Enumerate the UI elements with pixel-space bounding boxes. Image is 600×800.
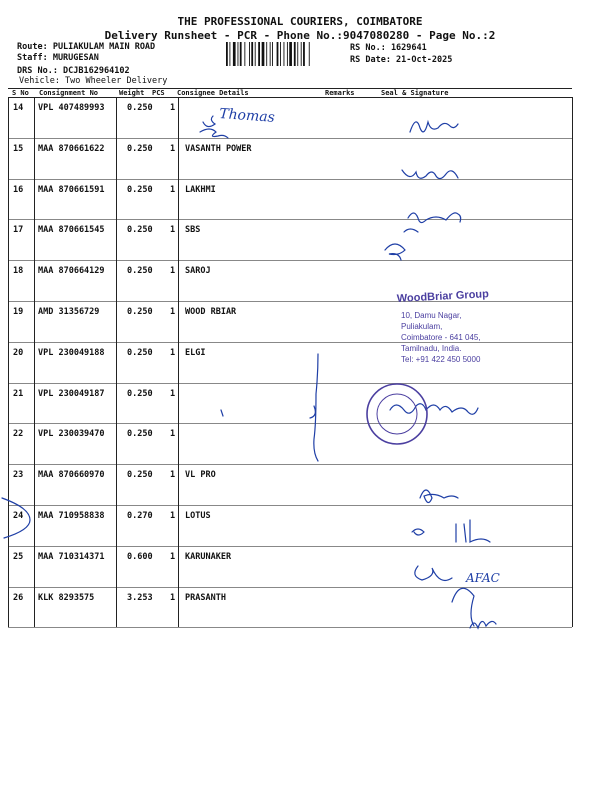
row-pcs: 1 xyxy=(170,347,176,358)
rs-number: RS No.: 1629641 xyxy=(350,43,427,53)
row-pcs: 1 xyxy=(170,551,176,562)
column-rule xyxy=(116,97,117,627)
stamp-address-2: Puliakulam, xyxy=(401,322,443,331)
row-consignee: SAROJ xyxy=(185,266,211,277)
row21-signature xyxy=(390,404,478,415)
row-consignment-no: MAA 710314371 xyxy=(38,551,105,562)
stamp-address-4: Tamilnadu, India. xyxy=(401,344,462,353)
header-bottom-rule xyxy=(8,97,572,98)
row-sno: 16 xyxy=(13,184,24,195)
barcode-image xyxy=(226,42,344,66)
row-weight: 0.250 xyxy=(127,307,153,317)
row-separator xyxy=(8,546,572,547)
row-separator xyxy=(8,464,572,465)
row-consignment-no: MAA 870661591 xyxy=(38,184,105,195)
row14-signature xyxy=(410,122,458,132)
column-rule xyxy=(178,97,179,627)
staff-label: Staff: MURUGESAN xyxy=(17,53,99,63)
stamp-address-1: 10, Damu Nagar, xyxy=(401,311,462,320)
row-consignee: VASANTH POWER xyxy=(185,143,252,154)
row-consignment-no: MAA 870664129 xyxy=(38,266,105,277)
column-rule xyxy=(572,97,573,627)
row-consignment-no: VPL 407489993 xyxy=(38,103,105,113)
row-sno: 24 xyxy=(13,511,24,521)
row-consignee: VL PRO xyxy=(185,470,216,481)
row-separator xyxy=(8,342,572,343)
column-rule xyxy=(8,97,9,627)
row-sno: 19 xyxy=(13,307,24,317)
round-seal xyxy=(367,384,427,444)
row-separator xyxy=(8,587,572,588)
row-separator xyxy=(8,301,572,302)
stamp-address-5: Tel: +91 422 450 5000 xyxy=(401,355,481,364)
row-consignment-no: VPL 230049187 xyxy=(38,388,105,399)
row-consignment-no: MAA 710958838 xyxy=(38,511,105,521)
drs-number: DRS No.: DCJB162964102 xyxy=(17,66,130,76)
table-top-rule xyxy=(8,88,572,89)
row-consignment-no: MAA 870660970 xyxy=(38,470,105,481)
row-sno: 23 xyxy=(13,470,24,481)
row17-signature xyxy=(404,213,461,232)
col-consignee: Consignee Details xyxy=(177,89,249,97)
row-separator xyxy=(8,423,572,424)
col-pcs: PCS xyxy=(152,89,165,97)
col-sno: S No xyxy=(12,89,29,97)
row-sno: 15 xyxy=(13,143,24,154)
row24-signature xyxy=(412,520,490,542)
vehicle-label: Vehicle: Two Wheeler Delivery xyxy=(19,76,168,86)
row-pcs: 1 xyxy=(170,307,176,317)
row-weight: 0.270 xyxy=(127,511,153,521)
row-weight: 0.250 xyxy=(127,470,153,481)
row-separator xyxy=(8,505,572,506)
row-separator xyxy=(8,260,572,261)
row-weight: 0.250 xyxy=(127,429,153,440)
row-weight: 0.250 xyxy=(127,347,153,358)
col-weight: Weight xyxy=(119,89,145,97)
stamp-address-3: Coimbatore - 641 045, xyxy=(401,333,481,342)
row-consignee: WOOD RBIAR xyxy=(185,307,237,317)
row-weight: 0.250 xyxy=(127,184,153,195)
row25-handwritten-sig: AFAC xyxy=(466,571,500,585)
row-sno: 18 xyxy=(13,266,24,277)
row-sno: 17 xyxy=(13,225,24,236)
row-consignee: KARUNAKER xyxy=(185,551,232,562)
row16-signature xyxy=(402,170,458,179)
row-weight: 0.250 xyxy=(127,225,153,236)
stamp-company: WoodBriar Group xyxy=(396,288,490,305)
rs-date: RS Date: 21-Oct-2025 xyxy=(350,55,453,65)
row-separator xyxy=(8,219,572,220)
row-pcs: 1 xyxy=(170,143,176,154)
row-sno: 21 xyxy=(13,388,24,399)
row-sno: 26 xyxy=(13,592,24,603)
row-consignment-no: VPL 230039470 xyxy=(38,429,105,440)
row-pcs: 1 xyxy=(170,184,176,195)
row-pcs: 1 xyxy=(170,388,176,399)
row-consignment-no: MAA 870661622 xyxy=(38,143,105,154)
row-weight: 0.600 xyxy=(127,551,153,562)
row-pcs: 1 xyxy=(170,592,176,603)
company-title: THE PROFESSIONAL COURIERS, COIMBATORE xyxy=(177,15,423,28)
column-rule xyxy=(34,97,35,627)
col-seal-signature: Seal & Signature xyxy=(381,89,449,97)
row-weight: 0.250 xyxy=(127,103,153,113)
row-separator xyxy=(8,179,572,180)
row-consignment-no: VPL 230049188 xyxy=(38,347,105,358)
row25-signature xyxy=(415,566,474,626)
row-pcs: 1 xyxy=(170,225,176,236)
row-weight: 0.250 xyxy=(127,266,153,277)
row-consignee: LAKHMI xyxy=(185,184,216,195)
row-sno: 20 xyxy=(13,347,24,358)
row-weight: 3.253 xyxy=(127,592,153,603)
row18-signature xyxy=(385,244,405,260)
row23-signature xyxy=(420,490,458,503)
row-pcs: 1 xyxy=(170,511,176,521)
row-consignee: LOTUS xyxy=(185,511,211,521)
row-separator xyxy=(8,138,572,139)
row-consignee: PRASANTH xyxy=(185,592,226,603)
col-remarks: Remarks xyxy=(325,89,355,97)
row-weight: 0.250 xyxy=(127,143,153,154)
row-sno: 22 xyxy=(13,429,24,440)
row-pcs: 1 xyxy=(170,103,176,113)
route-label: Route: PULIAKULAM MAIN ROAD xyxy=(17,42,156,52)
row-pcs: 1 xyxy=(170,429,176,440)
row-pcs: 1 xyxy=(170,266,176,277)
row-consignment-no: AMD 31356729 xyxy=(38,307,100,317)
row-weight: 0.250 xyxy=(127,388,153,399)
row21-tick-mark xyxy=(221,410,223,416)
row-consignment-no: KLK 8293575 xyxy=(38,592,95,603)
row-separator xyxy=(8,627,572,628)
row14-handwritten-name: Thomas xyxy=(218,106,276,126)
row-consignee: SBS xyxy=(185,225,201,236)
row14-consignee-scribble xyxy=(200,116,228,138)
row-pcs: 1 xyxy=(170,470,176,481)
row-consignee: ELGI xyxy=(185,347,206,358)
row-sno: 14 xyxy=(13,103,24,113)
row20-line-mark xyxy=(310,354,318,461)
runsheet-subtitle: Delivery Runsheet - PCR - Phone No.:9047080280 - Page No.:2 xyxy=(104,29,496,42)
col-consignment: Consignment No xyxy=(39,89,99,97)
row-sno: 25 xyxy=(13,551,24,562)
row-separator xyxy=(8,383,572,384)
row-consignment-no: MAA 870661545 xyxy=(38,225,105,236)
